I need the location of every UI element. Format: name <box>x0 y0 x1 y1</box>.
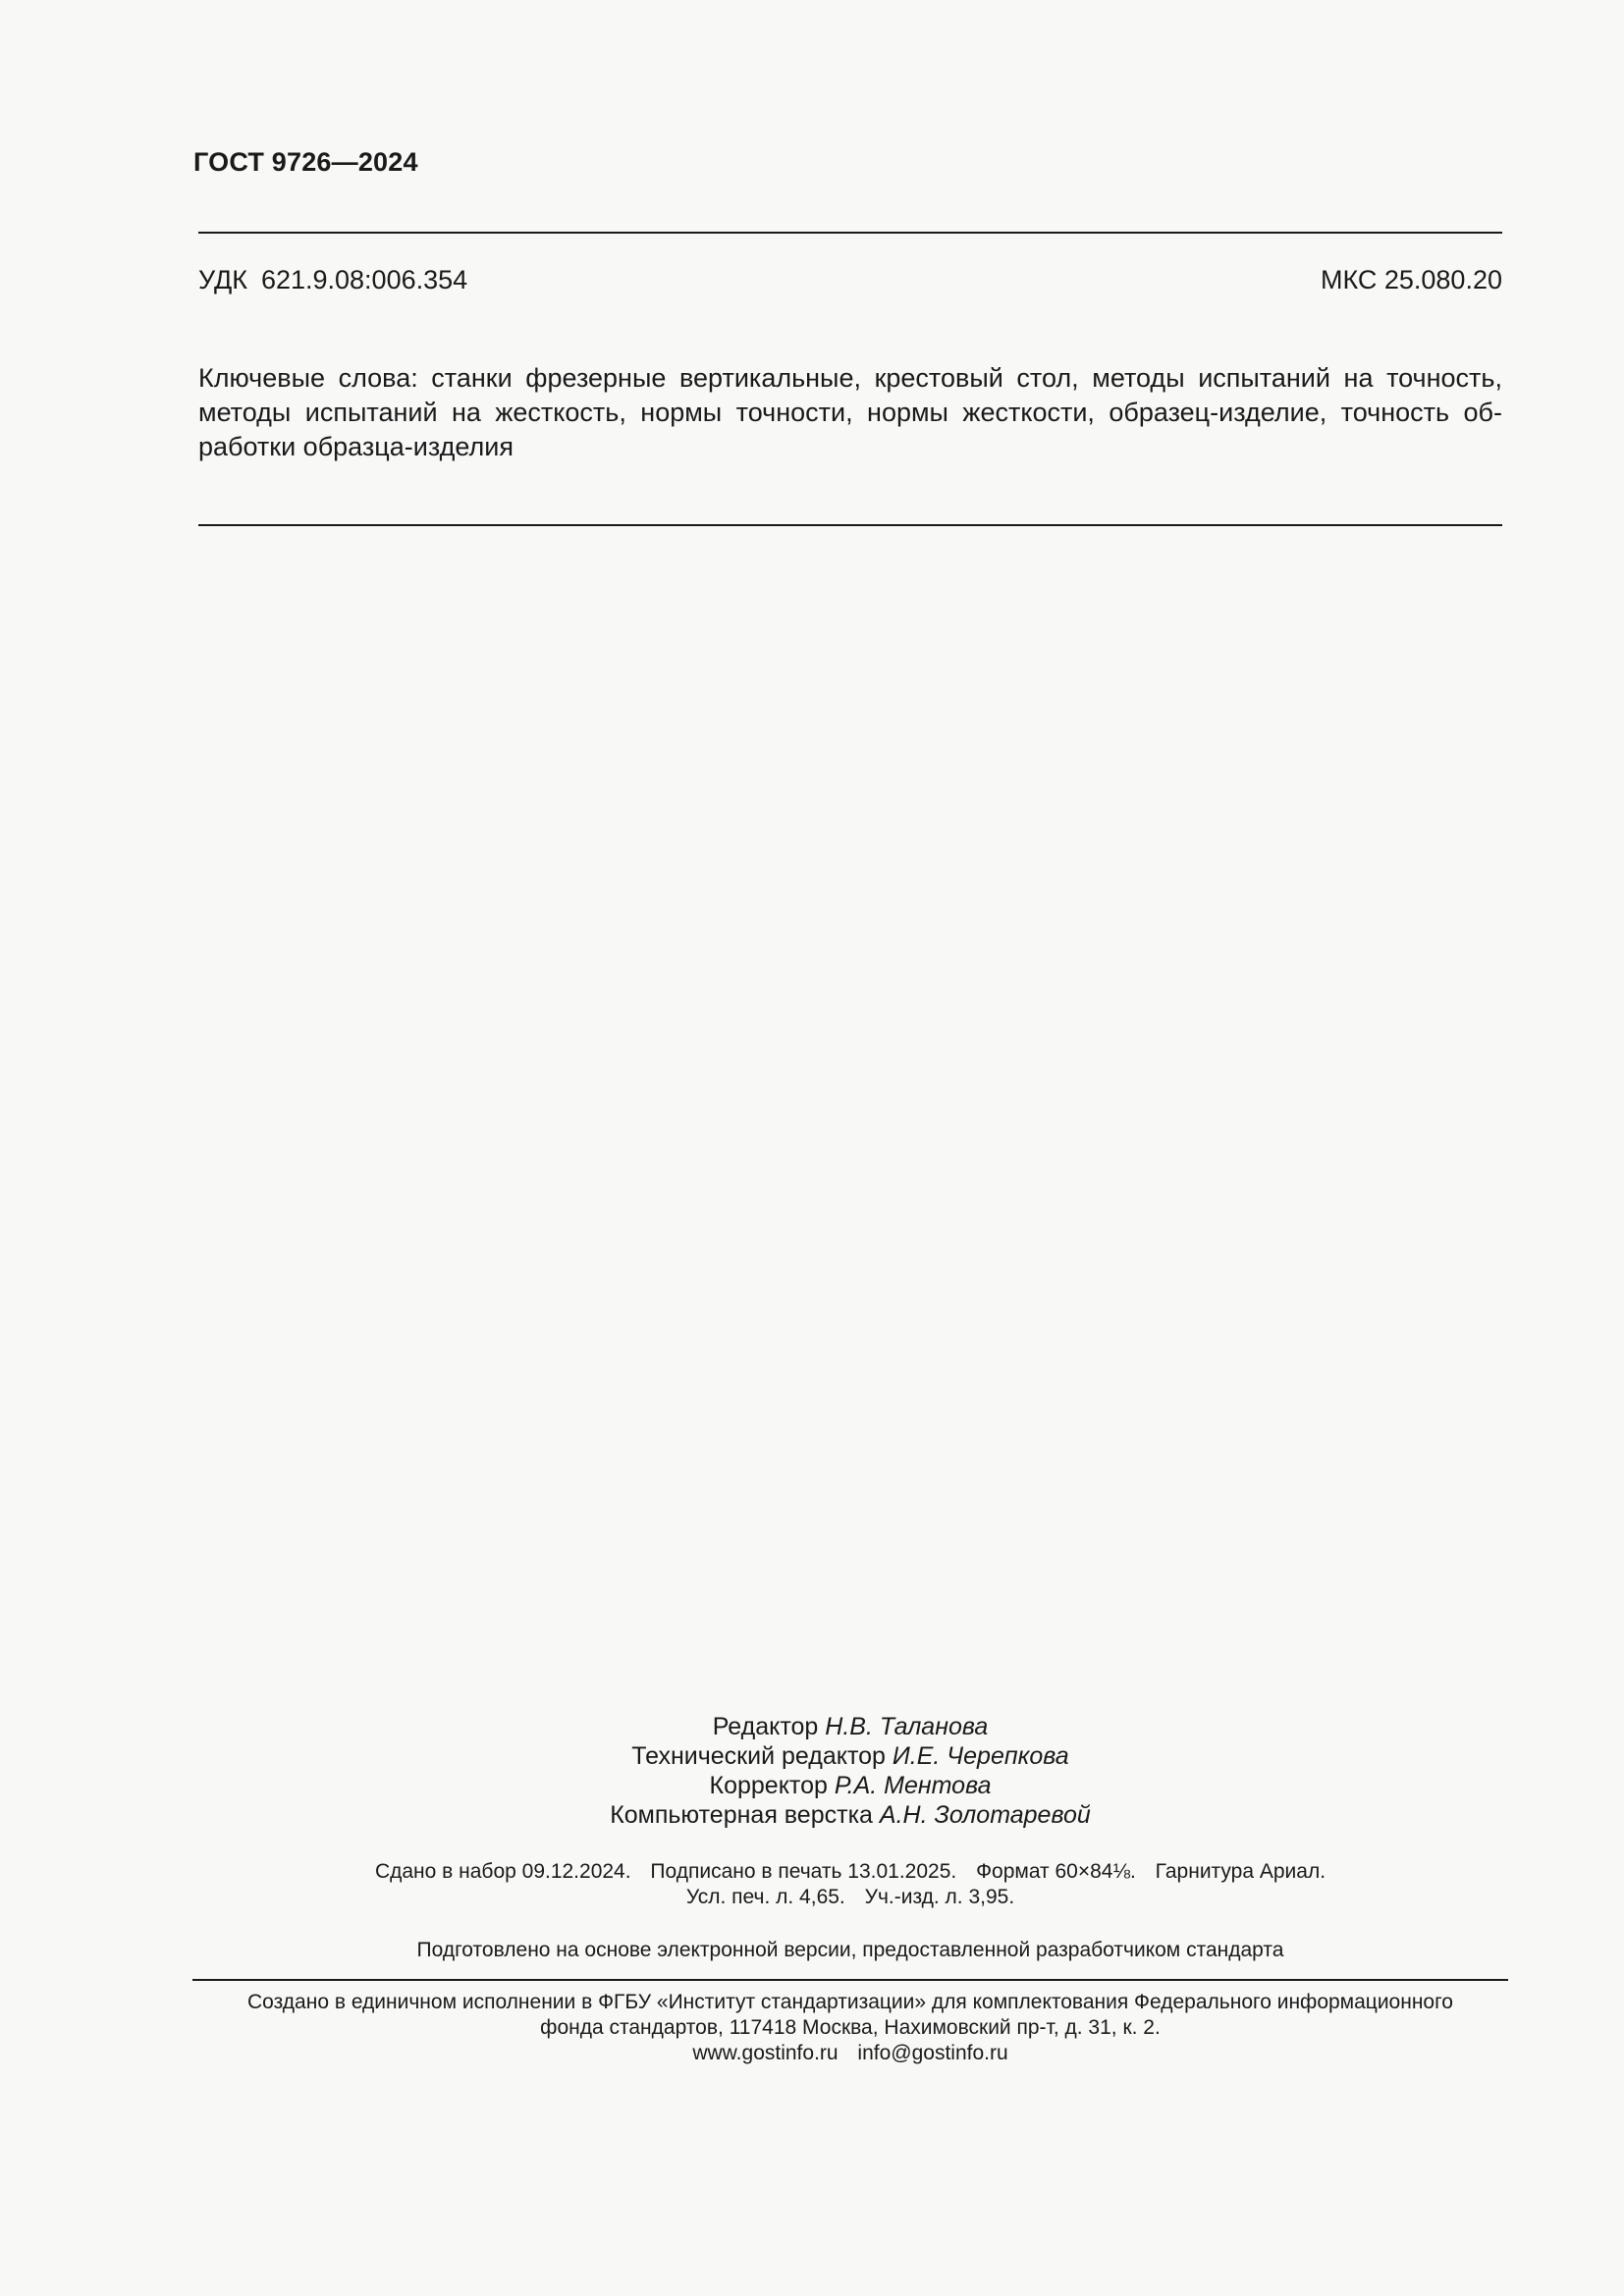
print-sheets: Усл. печ. л. 4,65. <box>685 1886 845 1908</box>
tech-editor-line <box>192 1741 1508 1771</box>
footer-divider <box>192 1979 1508 1981</box>
typeface: Гарнитура Ариал. <box>1155 1860 1326 1883</box>
tech-editor-name: И.Е. Черепкова <box>892 1742 1069 1770</box>
email-link[interactable]: info@gostinfo.ru <box>857 2042 1008 2064</box>
keywords-divider <box>198 524 1502 526</box>
print-info-line-1 <box>192 1859 1508 1885</box>
editor-role: Редактор <box>712 1713 819 1740</box>
website-link[interactable]: www.gostinfo.ru <box>692 2042 839 2064</box>
editor-name: Н.В. Таланова <box>825 1713 989 1740</box>
editor-line <box>192 1712 1508 1741</box>
udk-label: УДК <box>198 265 247 294</box>
corrector-line <box>192 1771 1508 1800</box>
udk-value: 621.9.08:006.354 <box>260 265 468 294</box>
mks-code: МКС 25.080.20 <box>1320 265 1502 294</box>
signed-date: Подписано в печать 13.01.2025. <box>650 1860 957 1883</box>
prepared-note: Подготовлено на основе электронной версии, предоставленной разработчиком стандарта <box>416 1939 1284 1961</box>
footer-contacts <box>192 2041 1508 2066</box>
keywords-paragraph: Ключевые слова: станки фрезерные вертикальные, крестовый стол, методы испытаний на точность, методы испытаний на жесткость, нормы точности, нормы жесткости, образец-изделие, точность обработки образца-изделия <box>198 363 1502 461</box>
credits-block <box>192 1712 1508 1830</box>
corrector-role: Корректор <box>709 1772 828 1799</box>
classification-row <box>198 265 1502 295</box>
standard-code: ГОСТ 9726—2024 <box>193 147 418 177</box>
layout-name: А.Н. Золотаревой <box>879 1801 1091 1829</box>
print-info-block <box>192 1859 1508 1910</box>
top-divider <box>198 232 1502 234</box>
corrector-name: Р.А. Ментова <box>834 1772 992 1799</box>
footer-line-2: фонда стандартов, 117418 Москва, Нахимовский пр-т, д. 31, к. 2. <box>540 2016 1161 2039</box>
udk-block <box>198 265 467 295</box>
layout-line <box>192 1800 1508 1830</box>
publisher-sheets: Уч.-изд. л. 3,95. <box>864 1886 1015 1908</box>
tech-editor-role: Технический редактор <box>631 1742 886 1770</box>
layout-role: Компьютерная верстка <box>610 1801 873 1829</box>
paper-format: Формат 60×84⅛. <box>976 1860 1136 1883</box>
footer-line-1: Создано в единичном исполнении в ФГБУ «Институт стандартизации» для комплектования Федерального информационного <box>247 1991 1453 2013</box>
submitted-date: Сдано в набор 09.12.2024. <box>374 1860 631 1883</box>
print-info-line-2 <box>192 1885 1508 1910</box>
footer-note <box>192 1990 1508 2066</box>
